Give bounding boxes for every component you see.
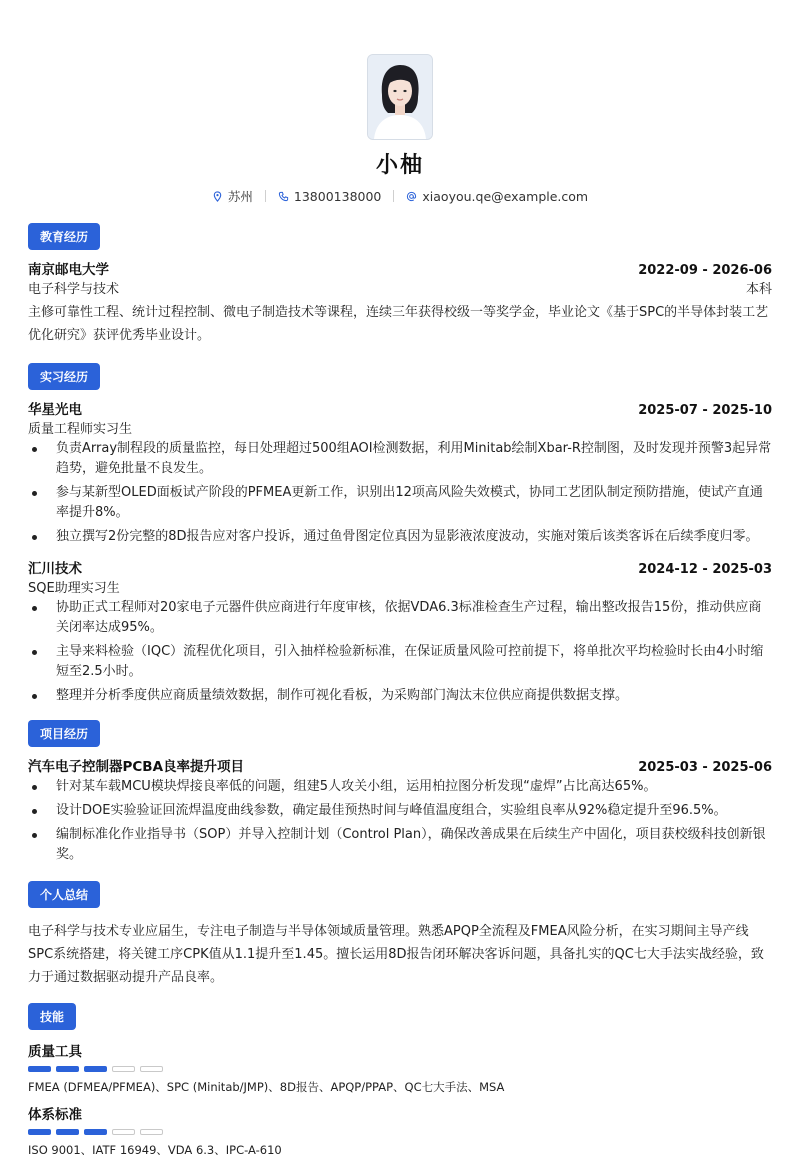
internship-section — [28, 363, 772, 706]
email-text: xiaoyou.qe@example.com — [422, 188, 589, 204]
bullet-item: 参与某新型OLED面板试产阶段的PFMEA更新工作，识别出12项高风险失效模式，协同工艺团队制定预防措施，使试产直通率提升8%。 — [28, 483, 772, 523]
skill-level-filled — [28, 1066, 51, 1072]
bullet-item: 独立撰写2份完整的8D报告应对客户投诉，通过鱼骨图定位真因为显影液浓度波动，实施对策后该类客诉在后续季度归零。 — [28, 527, 772, 547]
skill-detail: FMEA (DFMEA/PFMEA)、SPC (Minitab/JMP)、8D报告、APQP/PPAP、QC七大手法、MSA — [28, 1080, 505, 1094]
skills-section — [28, 1003, 772, 1158]
major-name: 电子科学与技术 — [28, 282, 120, 297]
skill-level-bars — [28, 1066, 772, 1072]
section-tag-internship: 实习经历 — [28, 363, 100, 390]
skill-level-empty — [112, 1066, 135, 1072]
education-subrow — [28, 278, 772, 297]
bullet-list — [28, 598, 772, 706]
bullet-item: 设计DOE实验验证回流焊温度曲线参数，确定最佳预热时间与峰值温度组合，实验组良率从92%稳定提升至96.5%。 — [28, 801, 772, 821]
internship-item — [28, 398, 772, 547]
section-tag-skills: 技能 — [28, 1003, 76, 1030]
pin-icon — [212, 191, 223, 202]
school-name: 南京邮电大学 — [28, 262, 109, 278]
contact-email — [394, 189, 600, 204]
internship-row — [28, 557, 772, 577]
project-section — [28, 720, 772, 865]
bullet-item: 主导来料检验（IQC）流程优化项目，引入抽样检验新标准，在保证质量风险可控前提下，将单批次平均检验时长由4小时缩短至2.5小时。 — [28, 642, 772, 682]
phone-text: 13800138000 — [293, 188, 382, 204]
skill-title: 质量工具 — [28, 1044, 82, 1060]
bullet-item: 负责Array制程段的质量监控，每日处理超过500组AOI检测数据，利用Minitab绘制Xbar-R控制图，及时发现并预警3起异常趋势，避免批量不良发生。 — [28, 439, 772, 479]
company-name: 华星光电 — [28, 402, 82, 418]
project-name: 汽车电子控制器PCBA良率提升项目 — [28, 759, 245, 775]
resume-header — [28, 0, 772, 205]
section-tag-project: 项目经历 — [28, 720, 100, 747]
bullet-item: 针对某车载MCU模块焊接良率低的问题，组建5人攻关小组，运用柏拉图分析发现“虚焊”占比高达65%。 — [28, 777, 772, 797]
summary-section — [28, 881, 772, 989]
candidate-name: 小柚 — [375, 153, 424, 178]
contact-bar — [28, 187, 772, 205]
skill-item — [28, 1103, 772, 1158]
bullet-list — [28, 439, 772, 547]
education-section — [28, 223, 772, 347]
skill-item — [28, 1040, 772, 1095]
degree-label: 本科 — [745, 282, 772, 297]
at-icon — [406, 191, 417, 202]
internship-item — [28, 557, 772, 706]
project-row — [28, 755, 772, 775]
bullet-list — [28, 777, 772, 865]
skills-list — [28, 1040, 772, 1158]
education-row — [28, 258, 772, 278]
bullet-item: 协助正式工程师对20家电子元器件供应商进行年度审核，依据VDA6.3标准检查生产过程，输出整改报告15份，推动供应商关闭率达成95%。 — [28, 598, 772, 638]
role-title: SQE助理实习生 — [28, 581, 120, 596]
bullet-item: 编制标准化作业指导书（SOP）并导入控制计划（Control Plan），确保改善成果在后续生产中固化，项目获校级科技创新银奖。 — [28, 825, 772, 865]
internship-row — [28, 398, 772, 418]
section-tag-summary: 个人总结 — [28, 881, 100, 908]
skill-detail: ISO 9001、IATF 16949、VDA 6.3、IPC-A-610 — [28, 1143, 282, 1157]
internship-date: 2025-07 - 2025-10 — [638, 403, 772, 418]
education-date: 2022-09 - 2026-06 — [638, 263, 772, 278]
role-title: 质量工程师实习生 — [28, 422, 133, 437]
location-text: 苏州 — [227, 189, 253, 204]
skill-level-filled — [56, 1066, 79, 1072]
bullet-item: 整理并分析季度供应商质量绩效数据，制作可视化看板，为采购部门淘汰末位供应商提供数据支撑。 — [28, 686, 772, 706]
skill-title: 体系标准 — [28, 1107, 82, 1123]
skill-level-empty — [140, 1066, 163, 1072]
education-description: 主修可靠性工程、统计过程控制、微电子制造技术等课程，连续三年获得校级一等奖学金，毕业论文《基于SPC的半导体封装工艺优化研究》获评优秀毕业设计。 — [28, 305, 769, 343]
internship-date: 2024-12 - 2025-03 — [638, 562, 772, 577]
avatar-photo — [367, 54, 433, 140]
contact-location — [200, 187, 265, 205]
skill-level-filled — [84, 1066, 107, 1072]
contact-phone — [266, 189, 393, 204]
section-tag-education: 教育经历 — [28, 223, 100, 250]
project-date: 2025-03 - 2025-06 — [638, 760, 772, 775]
phone-icon — [278, 191, 289, 202]
company-name: 汇川技术 — [28, 561, 82, 577]
summary-text: 电子科学与技术专业应届生，专注电子制造与半导体领域质量管理。熟悉APQP全流程及FMEA风险分析，在实习期间主导产线SPC系统搭建，将关键工序CPK值从1.1提升至1.45。擅长运用8D报告闭环解决客诉问题，具备扎实的QC七大手法实战经验，致力于通过数据驱动提升产品良率。 — [28, 924, 764, 985]
